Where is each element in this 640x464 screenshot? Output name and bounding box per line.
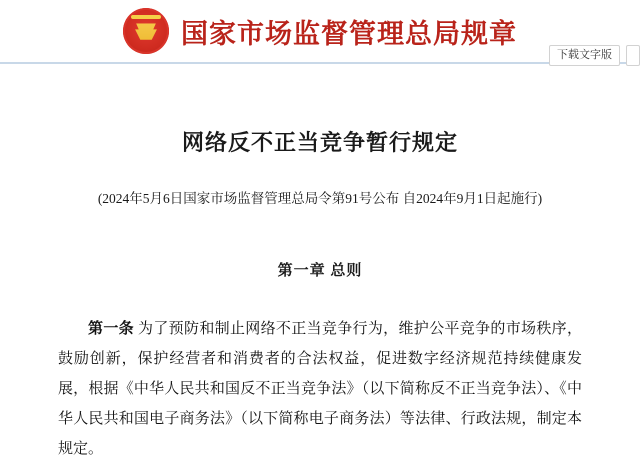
article-paragraph (58, 314, 582, 464)
chapter-heading: 第一章 总则 (277, 263, 363, 279)
article-label: 第一条 (88, 321, 134, 337)
download-text-button[interactable]: 下载文字版 (549, 45, 620, 66)
site-title: 国家市场监督管理总局规章 (181, 18, 517, 49)
secondary-tool-button[interactable] (626, 45, 640, 66)
document-subtitle: (2024年5月6日国家市场监督管理总局令第91号公布 自2024年9月1日起施行) (97, 191, 543, 206)
site-header (0, 0, 640, 64)
document-toolbar (549, 45, 640, 66)
page-title: 网络反不正当竞争暂行规定 (181, 130, 458, 155)
document-body (0, 126, 640, 464)
national-emblem-icon (123, 8, 169, 54)
site-header-inner (123, 8, 517, 54)
article-text: 为了预防和制止网络不正当竞争行为，维护公平竞争的市场秩序，鼓励创新，保护经营者和消费者的合法权益，促进数字经济规范持续健康发展，根据《中华人民共和国反不正当竞争法》（以下简称反不正当竞争法）、《中华人民共和国电子商务法》（以下简称电子商务法）等法律、行政法规，制定本规定。 (58, 321, 582, 457)
